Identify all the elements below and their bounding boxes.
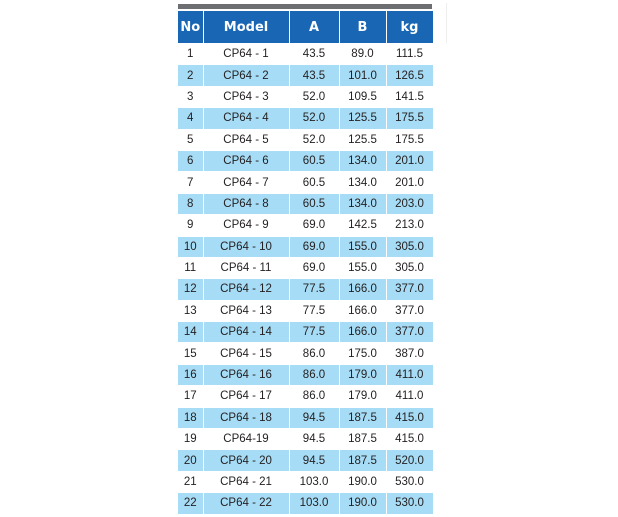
- a-value-cell: 43.5: [289, 44, 339, 65]
- model-cell: CP64 - 3: [203, 86, 289, 107]
- b-value-cell: 142.5: [339, 215, 386, 236]
- row-no-cell: 17: [178, 386, 203, 407]
- table-row: [178, 108, 433, 129]
- table-row: [178, 257, 433, 278]
- decorative-edge: [432, 3, 447, 43]
- table-header-row: [178, 11, 433, 44]
- a-value-cell: 86.0: [289, 386, 339, 407]
- model-cell: CP64 - 20: [203, 450, 289, 471]
- header-kg: kg: [386, 11, 433, 44]
- model-cell: CP64 - 6: [203, 150, 289, 171]
- model-cell: CP64 - 17: [203, 386, 289, 407]
- model-cell: CP64 - 14: [203, 322, 289, 343]
- kg-value-cell: 377.0: [386, 279, 433, 300]
- model-cell: CP64 - 9: [203, 215, 289, 236]
- row-no-cell: 19: [178, 429, 203, 450]
- table-row: [178, 129, 433, 150]
- model-cell: CP64 - 1: [203, 44, 289, 65]
- kg-value-cell: 201.0: [386, 150, 433, 171]
- row-no-cell: 15: [178, 343, 203, 364]
- kg-value-cell: 415.0: [386, 407, 433, 428]
- table-row: [178, 65, 433, 86]
- model-cell: CP64-19: [203, 429, 289, 450]
- row-no-cell: 21: [178, 471, 203, 492]
- row-no-cell: 20: [178, 450, 203, 471]
- b-value-cell: 166.0: [339, 279, 386, 300]
- model-cell: CP64 - 11: [203, 257, 289, 278]
- table-row: [178, 215, 433, 236]
- row-no-cell: 2: [178, 65, 203, 86]
- kg-value-cell: 377.0: [386, 300, 433, 321]
- model-cell: CP64 - 18: [203, 407, 289, 428]
- table-body: [178, 44, 433, 514]
- a-value-cell: 86.0: [289, 364, 339, 385]
- a-value-cell: 60.5: [289, 150, 339, 171]
- a-value-cell: 77.5: [289, 322, 339, 343]
- specification-table: [178, 11, 434, 514]
- model-cell: CP64 - 13: [203, 300, 289, 321]
- a-value-cell: 43.5: [289, 65, 339, 86]
- header-model: Model: [203, 11, 289, 44]
- model-cell: CP64 - 12: [203, 279, 289, 300]
- row-no-cell: 10: [178, 236, 203, 257]
- table-row: [178, 364, 433, 385]
- b-value-cell: 187.5: [339, 429, 386, 450]
- row-no-cell: 1: [178, 44, 203, 65]
- row-no-cell: 7: [178, 172, 203, 193]
- row-no-cell: 9: [178, 215, 203, 236]
- table-row: [178, 450, 433, 471]
- a-value-cell: 69.0: [289, 257, 339, 278]
- a-value-cell: 86.0: [289, 343, 339, 364]
- row-no-cell: 5: [178, 129, 203, 150]
- model-cell: CP64 - 7: [203, 172, 289, 193]
- table-row: [178, 300, 433, 321]
- a-value-cell: 52.0: [289, 86, 339, 107]
- b-value-cell: 155.0: [339, 257, 386, 278]
- b-value-cell: 109.5: [339, 86, 386, 107]
- row-no-cell: 11: [178, 257, 203, 278]
- b-value-cell: 166.0: [339, 322, 386, 343]
- b-value-cell: 187.5: [339, 450, 386, 471]
- model-cell: CP64 - 10: [203, 236, 289, 257]
- model-cell: CP64 - 15: [203, 343, 289, 364]
- table-row: [178, 386, 433, 407]
- top-accent-bar: [178, 4, 432, 9]
- table-row: [178, 343, 433, 364]
- model-cell: CP64 - 22: [203, 493, 289, 514]
- kg-value-cell: 305.0: [386, 257, 433, 278]
- model-cell: CP64 - 16: [203, 364, 289, 385]
- a-value-cell: 103.0: [289, 493, 339, 514]
- kg-value-cell: 415.0: [386, 429, 433, 450]
- b-value-cell: 89.0: [339, 44, 386, 65]
- b-value-cell: 155.0: [339, 236, 386, 257]
- table-row: [178, 407, 433, 428]
- row-no-cell: 8: [178, 193, 203, 214]
- table-row: [178, 493, 433, 514]
- table-row: [178, 236, 433, 257]
- header-b: B: [339, 11, 386, 44]
- a-value-cell: 103.0: [289, 471, 339, 492]
- b-value-cell: 179.0: [339, 364, 386, 385]
- table-row: [178, 44, 433, 65]
- kg-value-cell: 411.0: [386, 364, 433, 385]
- row-no-cell: 22: [178, 493, 203, 514]
- model-cell: CP64 - 5: [203, 129, 289, 150]
- table-row: [178, 86, 433, 107]
- a-value-cell: 94.5: [289, 429, 339, 450]
- b-value-cell: 166.0: [339, 300, 386, 321]
- b-value-cell: 179.0: [339, 386, 386, 407]
- a-value-cell: 52.0: [289, 108, 339, 129]
- b-value-cell: 134.0: [339, 172, 386, 193]
- row-no-cell: 18: [178, 407, 203, 428]
- table-row: [178, 193, 433, 214]
- row-no-cell: 16: [178, 364, 203, 385]
- row-no-cell: 4: [178, 108, 203, 129]
- table-row: [178, 429, 433, 450]
- row-no-cell: 12: [178, 279, 203, 300]
- kg-value-cell: 377.0: [386, 322, 433, 343]
- a-value-cell: 77.5: [289, 279, 339, 300]
- kg-value-cell: 175.5: [386, 108, 433, 129]
- row-no-cell: 6: [178, 150, 203, 171]
- kg-value-cell: 213.0: [386, 215, 433, 236]
- b-value-cell: 101.0: [339, 65, 386, 86]
- a-value-cell: 60.5: [289, 193, 339, 214]
- model-cell: CP64 - 4: [203, 108, 289, 129]
- table-row: [178, 172, 433, 193]
- kg-value-cell: 520.0: [386, 450, 433, 471]
- b-value-cell: 190.0: [339, 493, 386, 514]
- a-value-cell: 60.5: [289, 172, 339, 193]
- b-value-cell: 187.5: [339, 407, 386, 428]
- table-row: [178, 471, 433, 492]
- model-cell: CP64 - 8: [203, 193, 289, 214]
- table-row: [178, 150, 433, 171]
- kg-value-cell: 201.0: [386, 172, 433, 193]
- b-value-cell: 125.5: [339, 108, 386, 129]
- a-value-cell: 69.0: [289, 236, 339, 257]
- table-row: [178, 279, 433, 300]
- table-row: [178, 322, 433, 343]
- b-value-cell: 175.0: [339, 343, 386, 364]
- kg-value-cell: 126.5: [386, 65, 433, 86]
- kg-value-cell: 203.0: [386, 193, 433, 214]
- kg-value-cell: 411.0: [386, 386, 433, 407]
- kg-value-cell: 111.5: [386, 44, 433, 65]
- b-value-cell: 134.0: [339, 193, 386, 214]
- kg-value-cell: 175.5: [386, 129, 433, 150]
- a-value-cell: 94.5: [289, 450, 339, 471]
- row-no-cell: 3: [178, 86, 203, 107]
- kg-value-cell: 530.0: [386, 471, 433, 492]
- header-a: A: [289, 11, 339, 44]
- b-value-cell: 134.0: [339, 150, 386, 171]
- header-no: No: [178, 11, 203, 44]
- a-value-cell: 52.0: [289, 129, 339, 150]
- a-value-cell: 77.5: [289, 300, 339, 321]
- kg-value-cell: 141.5: [386, 86, 433, 107]
- model-cell: CP64 - 2: [203, 65, 289, 86]
- kg-value-cell: 530.0: [386, 493, 433, 514]
- model-cell: CP64 - 21: [203, 471, 289, 492]
- row-no-cell: 14: [178, 322, 203, 343]
- b-value-cell: 190.0: [339, 471, 386, 492]
- row-no-cell: 13: [178, 300, 203, 321]
- a-value-cell: 94.5: [289, 407, 339, 428]
- a-value-cell: 69.0: [289, 215, 339, 236]
- b-value-cell: 125.5: [339, 129, 386, 150]
- kg-value-cell: 305.0: [386, 236, 433, 257]
- kg-value-cell: 387.0: [386, 343, 433, 364]
